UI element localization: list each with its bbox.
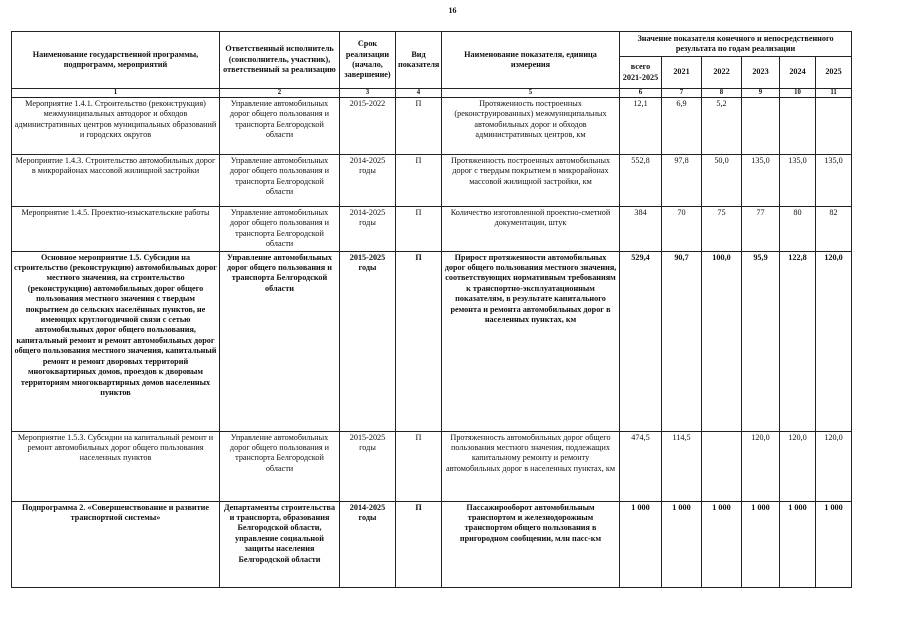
- value-2022: 100,0: [702, 251, 742, 431]
- value-2023: 95,9: [742, 251, 780, 431]
- measure-name: Мероприятие 1.4.5. Проектно-изыскательские работы: [12, 207, 220, 252]
- indicator-kind: П: [396, 207, 442, 252]
- column-number: 9: [742, 89, 780, 98]
- table-row: [12, 155, 852, 207]
- executor: Департаменты строительства и транспорта, образования Белгородской области, управление социальной защиты населения Белгородской области: [220, 501, 340, 587]
- value-2022: 1 000: [702, 501, 742, 587]
- period: 2015-2025 годы: [340, 251, 396, 431]
- period: 2014-2025 годы: [340, 207, 396, 252]
- value-2023: 135,0: [742, 155, 780, 207]
- table-row: [12, 207, 852, 252]
- column-number: 7: [662, 89, 702, 98]
- executor: Управление автомобильных дорог общего пользования и транспорта Белгородской области: [220, 207, 340, 252]
- indicator-name: Пассажирооборот автомобильным транспортом и железнодорожным транспортом общего пользования в пригородном сообщении, млн пасс-км: [442, 501, 620, 587]
- column-number: 2: [220, 89, 340, 98]
- value-2021: 114,5: [662, 431, 702, 501]
- value-2021: 1 000: [662, 501, 702, 587]
- column-number: 3: [340, 89, 396, 98]
- value-2023: 77: [742, 207, 780, 252]
- value-2025: [816, 98, 852, 155]
- value-total: 12,1: [620, 98, 662, 155]
- measure-name: Мероприятие 1.4.3. Строительство автомобильных дорог в микрорайонах массовой жилищной застройки: [12, 155, 220, 207]
- col-header-kind: Вид показателя: [396, 32, 442, 89]
- table-row: [12, 501, 852, 587]
- column-number: 5: [442, 89, 620, 98]
- col-header-executor: Ответственный исполнитель (соисполнитель, участник), ответственный за реализацию: [220, 32, 340, 89]
- indicator-name: Прирост протяженности автомобильных дорог общего пользования местного значения, соответствующих нормативным требованиям к транспортно-эксплуатационным показателям, в результате капитального ремонта и ремонта автомобильных дорог в населенных пунктах, км: [442, 251, 620, 431]
- value-2025: 135,0: [816, 155, 852, 207]
- col-header-2025: 2025: [816, 57, 852, 89]
- indicator-kind: П: [396, 251, 442, 431]
- header-row: [12, 32, 852, 57]
- value-total: 474,5: [620, 431, 662, 501]
- value-2024: [780, 98, 816, 155]
- measure-name: Мероприятие 1.4.1. Строительство (реконструкция) межмуниципальных автодорог и обходов административных центров муниципальных образований и городских округов: [12, 98, 220, 155]
- value-2025: 1 000: [816, 501, 852, 587]
- col-header-name: Наименование государственной программы, подпрограмм, мероприятий: [12, 32, 220, 89]
- value-2023: [742, 98, 780, 155]
- measure-name: Мероприятие 1.5.3. Субсидии на капитальный ремонт и ремонт автомобильных дорог общего пользования населенных пунктов: [12, 431, 220, 501]
- measure-name: Основное мероприятие 1.5. Субсидии на строительство (реконструкцию) автомобильных дорог местного значения, на строительство (реконструкцию) автомобильных дорог общего пользования местного значения с твердым покрытием до сельских населённых пунктов, не имеющих круглогодичной связи с сетью автомобильных дорог общего пользования, капитальный ремонт и ремонт автомобильных дорог общего пользования местного значения, капитальный ремонт и ремонт дворовых территорий многоквартирных домов, проездов к дворовым территориям многоквартирных домов населенных пунктов: [12, 251, 220, 431]
- indicator-name: Протяженность автомобильных дорог общего пользования местного значения, подлежащих капитальному ремонту и ремонту автомобильных дорог в населенных пунктах, км: [442, 431, 620, 501]
- column-number: 4: [396, 89, 442, 98]
- value-2022: 5,2: [702, 98, 742, 155]
- col-header-values-group: Значение показателя конечного и непосредственного результата по годам реализации: [620, 32, 852, 57]
- column-number: 10: [780, 89, 816, 98]
- value-total: 529,4: [620, 251, 662, 431]
- indicator-name: Протяженность построенных (реконструированных) межмуниципальных автомобильных дорог и обходов административных центров, км: [442, 98, 620, 155]
- value-2024: 80: [780, 207, 816, 252]
- period: 2015-2025 годы: [340, 431, 396, 501]
- column-number-row: [12, 89, 852, 98]
- value-2024: 122,8: [780, 251, 816, 431]
- value-total: 552,8: [620, 155, 662, 207]
- indicator-name: Протяженность построенных автомобильных дорог с твердым покрытием в микрорайонах массовой жилищной застройки, км: [442, 155, 620, 207]
- value-2022: [702, 431, 742, 501]
- value-2024: 135,0: [780, 155, 816, 207]
- col-header-indicator: Наименование показателя, единица измерения: [442, 32, 620, 89]
- value-total: 384: [620, 207, 662, 252]
- indicator-name: Количество изготовленной проектно-сметной документации, штук: [442, 207, 620, 252]
- col-header-2022: 2022: [702, 57, 742, 89]
- value-2025: 120,0: [816, 431, 852, 501]
- value-2023: 120,0: [742, 431, 780, 501]
- col-header-2023: 2023: [742, 57, 780, 89]
- column-number: 6: [620, 89, 662, 98]
- table-row: [12, 251, 852, 431]
- col-header-2021: 2021: [662, 57, 702, 89]
- executor: Управление автомобильных дорог общего пользования и транспорта Белгородской области: [220, 155, 340, 207]
- executor: Управление автомобильных дорог общего пользования и транспорта Белгородской области: [220, 98, 340, 155]
- measure-name: Подпрограмма 2. «Совершенствование и развитие транспортной системы»: [12, 501, 220, 587]
- indicator-kind: П: [396, 431, 442, 501]
- period: 2015-2022: [340, 98, 396, 155]
- value-2025: 82: [816, 207, 852, 252]
- indicators-table: [11, 31, 852, 588]
- period: 2014-2025 годы: [340, 155, 396, 207]
- table-row: [12, 431, 852, 501]
- value-2021: 90,7: [662, 251, 702, 431]
- value-2023: 1 000: [742, 501, 780, 587]
- value-2022: 50,0: [702, 155, 742, 207]
- value-2021: 70: [662, 207, 702, 252]
- value-2022: 75: [702, 207, 742, 252]
- indicator-kind: П: [396, 98, 442, 155]
- executor: Управление автомобильных дорог общего пользования и транспорта Белгородской области: [220, 431, 340, 501]
- column-number: 11: [816, 89, 852, 98]
- table-row: [12, 98, 852, 155]
- column-number: 1: [12, 89, 220, 98]
- col-header-total: всего 2021-2025: [620, 57, 662, 89]
- value-2021: 97,8: [662, 155, 702, 207]
- value-2021: 6,9: [662, 98, 702, 155]
- value-2024: 120,0: [780, 431, 816, 501]
- period: 2014-2025 годы: [340, 501, 396, 587]
- value-total: 1 000: [620, 501, 662, 587]
- column-number: 8: [702, 89, 742, 98]
- value-2024: 1 000: [780, 501, 816, 587]
- executor: Управление автомобильных дорог общего пользования и транспорта Белгородской области: [220, 251, 340, 431]
- indicator-kind: П: [396, 155, 442, 207]
- indicator-kind: П: [396, 501, 442, 587]
- page-number: 16: [448, 6, 457, 15]
- col-header-2024: 2024: [780, 57, 816, 89]
- col-header-period: Срок реализации (начало, завершение): [340, 32, 396, 89]
- value-2025: 120,0: [816, 251, 852, 431]
